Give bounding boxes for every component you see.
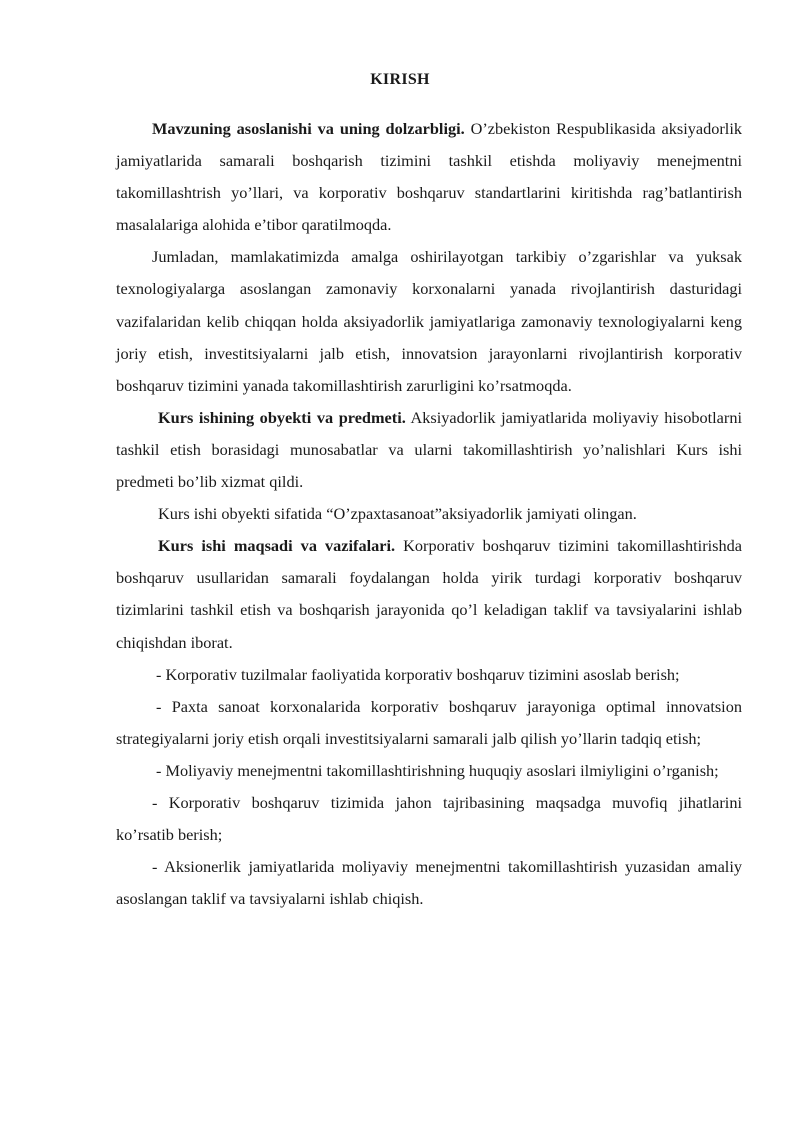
paragraph-relevance: [116, 113, 742, 241]
paragraph-object: [116, 498, 742, 530]
paragraph-goals: [116, 530, 742, 658]
task-item: - Korporativ boshqaruv tizimida jahon tajribasining maqsadga muvofiq jihatlarini ko’rsatib berish;: [116, 792, 742, 845]
page-title: KIRISH: [370, 71, 430, 88]
paragraph-context: [116, 241, 742, 401]
document-body: [116, 113, 742, 915]
paragraph-text: O’zbekiston Respublikasida aksiyadorlik jamiyatlarida samarali boshqarish tizimini tashkil etishda moliyaviy menejmentni takomillashtrish yo’llari, va korporativ boshqaruv standartlarini kiritishda rag’batlantirish masalalariga alohida e’tibor qaratilmoqda.: [116, 119, 742, 235]
paragraph-text: Kurs ishi obyekti sifatida “O’zpaxtasanoat”aksiyadorlik jamiyati olingan.: [158, 504, 637, 524]
paragraph-text: Aksiyadorlik jamiyatlarida moliyaviy hisobotlarni tashkil etish borasidagi munosabatlar va ularni takomillashtirish yo’nalishlari Kurs ishi predmeti bo’lib xizmat qildi.: [116, 407, 742, 492]
paragraph-lead: Mavzuning asoslanishi va uning dolzarbligi.: [152, 119, 465, 138]
task-item: - Moliyaviy menejmentni takomillashtirishning huquqiy asoslari ilmiyligini o’rganish;: [156, 760, 719, 780]
task-item: - Aksionerlik jamiyatlarida moliyaviy menejmentni takomillashtirish yuzasidan amaliy asoslangan taklif va tavsiyalarni ishlab chiqish.: [116, 857, 742, 909]
paragraph-lead: Kurs ishi maqsadi va vazifalari.: [158, 536, 396, 556]
task-item: - Korporativ tuzilmalar faoliyatida korporativ boshqaruv tizimini asoslab berish;: [156, 664, 680, 684]
paragraph-object-subject: [116, 402, 742, 498]
paragraph-text: Korporativ boshqaruv tizimini takomillashtirishda boshqaruv usullaridan samarali foydalangan holda yirik turdagi korporativ boshqaruv tizimlarini tashkil etish va boshqarish jarayonida qo’l keladigan taklif va tavsiyalarini ishlab chiqishdan iborat.: [116, 536, 742, 652]
paragraph-text: Jumladan, mamlakatimizda amalga oshirilayotgan tarkibiy o’zgarishlar va yuksak texnologiyalarga asoslangan zamonaviy korxonalarni yanada rivojlantirish dasturidagi vazifalaridan kelib chiqqan holda aksiyadorlik jamiyatlariga zamonaviy texnologiyalarni keng joriy etish, investitsiyalarni jalb etish, innovatsion jarayonlarni rivojlantirish korporativ boshqaruv tizimini yanada takomillashtirish zarurligini ko’rsatmoqda.: [116, 247, 742, 395]
task-item: - Paxta sanoat korxonalarida korporativ boshqaruv jarayoniga optimal innovatsion strategiyalarni joriy etish orqali investitsiyalarni samarali jalb qilish yo’llarin tadqiq etish;: [116, 696, 742, 748]
paragraph-lead: Kurs ishining obyekti va predmeti.: [158, 407, 406, 427]
